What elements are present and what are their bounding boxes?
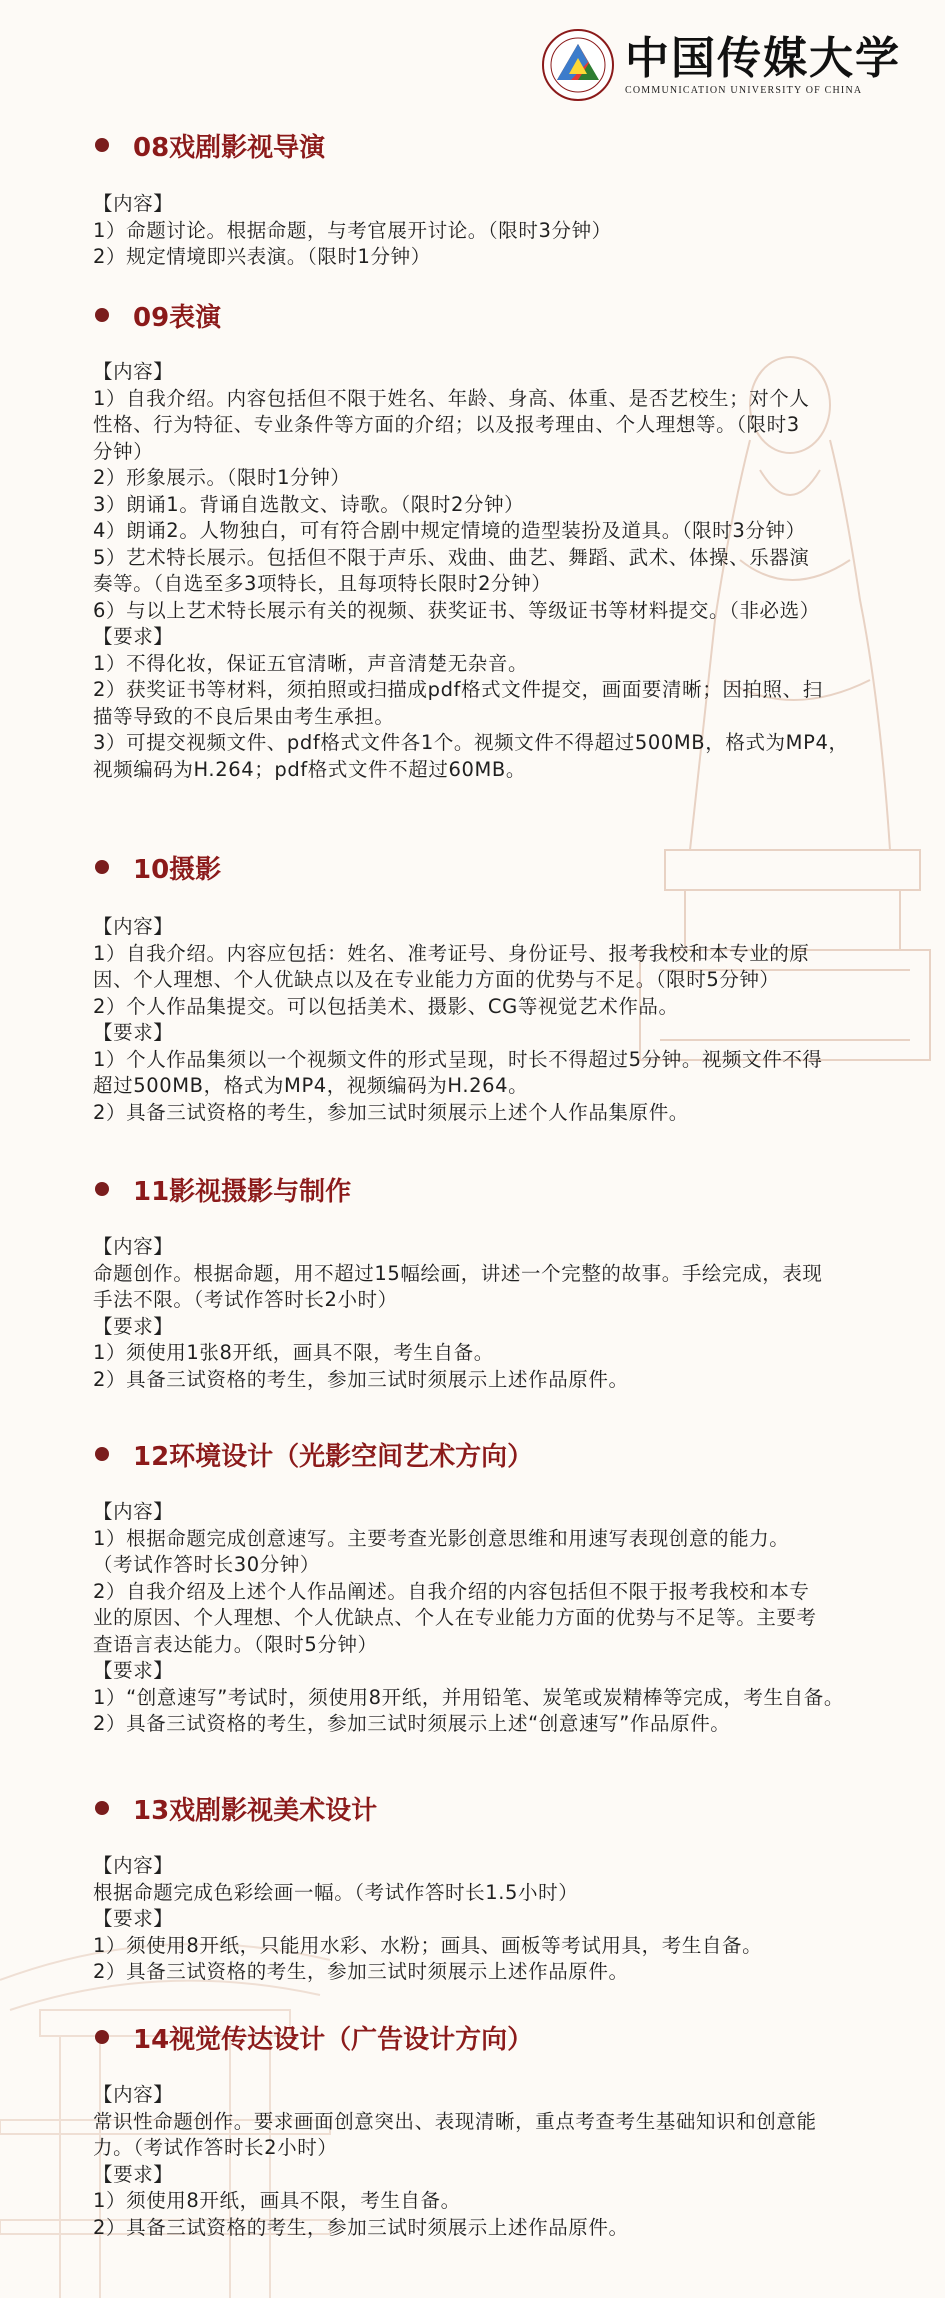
text-line: 根据命题完成色彩绘画一幅。（考试作答时长1.5小时） bbox=[93, 1880, 579, 1904]
text-line: （考试作答时长30分钟） bbox=[93, 1553, 321, 1576]
bullet-icon bbox=[95, 2030, 109, 2044]
text-line: 性格、行为特征、专业条件等方面的介绍；以及报考理由、个人理想等。（限时3 bbox=[93, 413, 800, 436]
text-line: 1）须使用8开纸，只能用水彩、水粉；画具、画板等考试用具，考生自备。 bbox=[93, 1933, 763, 1957]
text-line: 奏等。（自选至多3项特长，且每项特长限时2分钟） bbox=[93, 572, 552, 595]
bullet-icon bbox=[95, 1447, 109, 1461]
bullet-icon bbox=[95, 138, 109, 152]
text-line: 2）具备三试资格的考生，参加三试时须展示上述作品原件。 bbox=[93, 1960, 629, 1983]
section-heading: 13戏剧影视美术设计 bbox=[133, 1795, 378, 1826]
text-line: 【内容】 bbox=[93, 360, 174, 383]
section-body bbox=[93, 1853, 893, 1986]
bullet-icon bbox=[95, 1801, 109, 1815]
text-line: 2）具备三试资格的考生，参加三试时须展示上述“创意速写”作品原件。 bbox=[93, 1712, 731, 1735]
bullet-icon bbox=[95, 1182, 109, 1196]
text-line: 2）自我介绍及上述个人作品阐述。自我介绍的内容包括但不限于报考我校和本专 bbox=[93, 1579, 810, 1603]
text-line: 1）个人作品集须以一个视频文件的形式呈现，时长不得超过5分钟。视频文件不得 bbox=[93, 1047, 823, 1071]
section-title bbox=[0, 2019, 533, 2055]
text-line: 超过500MB，格式为MP4，视频编码为H.264。 bbox=[93, 1074, 529, 1097]
university-logo bbox=[541, 28, 901, 102]
section-title bbox=[0, 127, 325, 163]
section-heading: 08戏剧影视导演 bbox=[133, 132, 326, 163]
text-line: 力。（考试作答时长2小时） bbox=[93, 2136, 338, 2159]
text-line: 2）具备三试资格的考生，参加三试时须展示上述个人作品集原件。 bbox=[93, 1100, 689, 1124]
section-body bbox=[93, 2082, 893, 2241]
section-title bbox=[0, 1790, 377, 1826]
text-line: 【要求】 bbox=[93, 1907, 174, 1930]
section-heading: 12环境设计（光影空间艺术方向） bbox=[133, 1441, 534, 1472]
section-heading: 11影视摄影与制作 bbox=[133, 1176, 352, 1207]
text-line: 2）具备三试资格的考生，参加三试时须展示上述作品原件。 bbox=[93, 2215, 629, 2239]
text-line: 业的原因、个人理想、个人优缺点、个人在专业能力方面的优势与不足等。主要考 bbox=[93, 1606, 817, 1629]
text-line: 【内容】 bbox=[93, 192, 174, 215]
text-line: 1）自我介绍。内容包括但不限于姓名、年龄、身高、体重、是否艺校生；对个人 bbox=[93, 386, 810, 410]
text-line: 3）朗诵1。背诵自选散文、诗歌。（限时2分钟） bbox=[93, 492, 525, 516]
university-emblem-icon bbox=[541, 28, 615, 102]
text-line: 【内容】 bbox=[93, 1500, 174, 1523]
text-line: 【内容】 bbox=[93, 2083, 174, 2106]
section-heading: 10摄影 bbox=[133, 854, 222, 885]
bullet-icon bbox=[95, 860, 109, 874]
text-line: 【内容】 bbox=[93, 915, 174, 938]
section-body bbox=[93, 191, 893, 271]
bullet-icon bbox=[95, 308, 109, 322]
text-line: 查语言表达能力。（限时5分钟） bbox=[93, 1632, 378, 1656]
text-line: 分钟） bbox=[93, 439, 154, 463]
text-line: 2）形象展示。（限时1分钟） bbox=[93, 466, 351, 489]
text-line: 1）命题讨论。根据命题，与考官展开讨论。（限时3分钟） bbox=[93, 218, 612, 242]
text-line: 1）“创意速写”考试时，须使用8开纸，并用铅笔、炭笔或炭精棒等完成，考生自备。 bbox=[93, 1685, 844, 1709]
text-line: 2）个人作品集提交。可以包括美术、摄影、CG等视觉艺术作品。 bbox=[93, 994, 679, 1018]
text-line: 视频编码为H.264；pdf格式文件不超过60MB。 bbox=[93, 757, 526, 781]
section-body bbox=[93, 1499, 893, 1738]
text-line: 2）规定情境即兴表演。（限时1分钟） bbox=[93, 245, 431, 268]
text-line: 2）获奖证书等材料，须拍照或扫描成pdf格式文件提交，画面要清晰；因拍照、扫 bbox=[93, 678, 823, 701]
text-line: 【要求】 bbox=[93, 1659, 174, 1682]
section-heading: 14视觉传达设计（广告设计方向） bbox=[133, 2024, 534, 2055]
text-line: 【要求】 bbox=[93, 1314, 174, 1338]
text-line: 1）根据命题完成创意速写。主要考查光影创意思维和用速写表现创意的能力。 bbox=[93, 1526, 790, 1550]
text-line: 常识性命题创作。要求画面创意突出、表现清晰，重点考查考生基础知识和创意能 bbox=[93, 2109, 817, 2133]
section-title bbox=[0, 297, 221, 333]
section-body bbox=[93, 359, 893, 783]
text-line: 1）须使用1张8开纸，画具不限，考生自备。 bbox=[93, 1341, 494, 1364]
text-line: 手法不限。（考试作答时长2小时） bbox=[93, 1288, 398, 1311]
text-line: 【要求】 bbox=[93, 2162, 174, 2186]
section-body bbox=[93, 914, 893, 1126]
logo-english-name: COMMUNICATION UNIVERSITY OF CHINA bbox=[625, 84, 863, 96]
text-line: 6）与以上艺术特长展示有关的视频、获奖证书、等级证书等材料提交。（非必选） bbox=[93, 598, 820, 622]
text-line: 【内容】 bbox=[93, 1235, 174, 1258]
text-line: 1）须使用8开纸，画具不限，考生自备。 bbox=[93, 2189, 461, 2212]
section-heading: 09表演 bbox=[133, 302, 222, 333]
text-line: 4）朗诵2。人物独白，可有符合剧中规定情境的造型装扮及道具。（限时3分钟） bbox=[93, 519, 806, 542]
text-line: 描等导致的不良后果由考生承担。 bbox=[93, 704, 395, 728]
text-line: 【内容】 bbox=[93, 1854, 174, 1877]
section-title bbox=[0, 849, 221, 885]
text-line: 5）艺术特长展示。包括但不限于声乐、戏曲、曲艺、舞蹈、武术、体操、乐器演 bbox=[93, 545, 810, 569]
section-title bbox=[0, 1436, 533, 1472]
section-title bbox=[0, 1171, 351, 1207]
text-line: 1）自我介绍。内容应包括：姓名、准考证号、身份证号、报考我校和本专业的原 bbox=[93, 941, 810, 965]
text-line: 3）可提交视频文件、pdf格式文件各1个。视频文件不得超过500MB，格式为MP4， bbox=[93, 731, 849, 754]
text-line: 因、个人理想、个人优缺点以及在专业能力方面的优势与不足。（限时5分钟） bbox=[93, 968, 780, 991]
text-line: 2）具备三试资格的考生，参加三试时须展示上述作品原件。 bbox=[93, 1367, 629, 1391]
section-body bbox=[93, 1234, 893, 1393]
text-line: 命题创作。根据命题，用不超过15幅绘画，讲述一个完整的故事。手绘完成，表现 bbox=[93, 1261, 823, 1285]
text-line: 1）不得化妆，保证五官清晰，声音清楚无杂音。 bbox=[93, 651, 529, 675]
text-line: 【要求】 bbox=[93, 1021, 174, 1044]
text-line: 【要求】 bbox=[93, 625, 174, 648]
logo-chinese-name: 中国传媒大学 bbox=[625, 32, 901, 84]
